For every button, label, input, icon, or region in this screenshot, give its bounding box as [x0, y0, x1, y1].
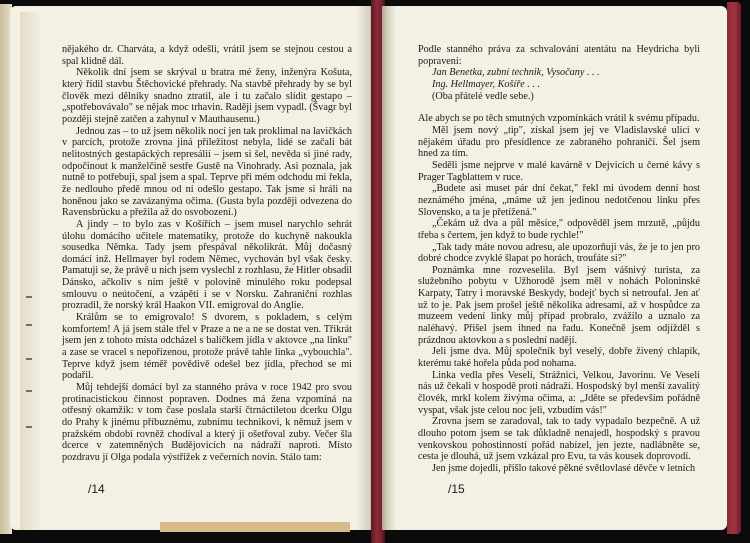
left-page-body: [62, 44, 352, 464]
left-page-number: /14: [88, 482, 105, 496]
left-page: [10, 6, 374, 530]
paragraph: Zrovna jsem se zaradoval, tak to tady vypadalo bezpečně. A už dlouho potom jsem se tak důkladně nenajedl, hospodský s pravou venkovskou pohostinností pořád nabízel, jen jezte, nadlábněte se, cesta je dlouhá, už jsem vzkázal pro Evu, ta vás kousek doprovodí.: [418, 416, 700, 463]
page-edge-shadow: [20, 12, 42, 530]
execution-intro: Podle stanného práva za schvalování atentátu na Heydricha byli popraveni:: [418, 44, 700, 67]
paragraph: „Čekám už dva a půl měsíce," odpověděl jsem mrzutě, „půjdu třeba s čertem, jen když to bude rychle!": [418, 218, 700, 241]
paragraph: Měl jsem nový „tip", získal jsem jej ve Vladislavské ulici v nějakém úřadu pro přesídlence ze zabraného pohraničí. Šel jsem hned za tím.: [418, 124, 700, 160]
right-cover-edge: [727, 2, 741, 534]
right-gutter-shadow: [382, 6, 396, 530]
right-page-body: [418, 44, 700, 475]
margin-mark: [26, 358, 32, 360]
right-page: [382, 6, 727, 530]
margin-mark: [26, 426, 32, 428]
paragraph: Jen jsme dojedli, přišlo takové pěkné světlovlasé děvče v letních: [432, 462, 696, 474]
margin-mark: [26, 296, 32, 298]
bookmark-strip: [160, 522, 350, 532]
paragraph: Králům se to emigrovalo! S dvorem, s pokladem, s celým komfortem! A já jsem stále třel v Praze a ne a ne se dostat ven. Třikrát jsem jen z tohoto místa odcházel s balíčkem jídla v aktovce „na linku" a zase se vracel s nepořízenou, protože právě tahle linka „vybouchla". Teprve když jsem téměř povědivě odešel bez jídla, přechod se mi podařil.: [62, 312, 352, 382]
paragraph: Seděli jsme nejprve v malé kavárně v Dejvicích u černé kávy s Prager Tagblattem v ruce.: [418, 159, 700, 183]
paragraph: Jednou zas – to už jsem několik nocí jen tak proklimal na lavičkách v parcích, protože zrovna jiná příležitost nebyla, lidé se začali bát nelitostných gestapáckých represálií – jsem si šel, nevěda si jiné rady, odpočinout k manželčině sestře Gustě na Vinohrady. Asi poznala, jak nutně to potřebuji, spal jsem a spal. Teprve při mém odchodu mi řekla, že nedlouho předě mnou od ní odešlo gestapo. Tak jsme si hráli na honěnou jako se zavázanýma očima. (Gusta byla později odvezena do Ravensbrücku a přežila až do osvobození.): [62, 125, 352, 219]
paragraph: Můj tehdejší domácí byl za stanného práva v roce 1942 pro svou protinacistickou činnost popraven. Dodnes má žena vzpomíná na otřesný okamžik: v tom čase poslala starší čtrnáctiletou dcerku Olgu do Prahy k jinému příbuznému, zubnímu technikovi, k němuž jsem v pražském období rovněž chodíval a který ji ošetřoval zuby. Večer šla dcerce v zatemněných Budějovicích na nádraží naproti. Místo pozdravu jí Olga podala výstřižek z večerních novin. Stálo tam:: [62, 382, 352, 463]
margin-mark: [26, 324, 32, 326]
paragraph: „Budete asi muset pár dní čekat," řekl mi úvodem denní host neznámého jména, „máme už jen jedinou nedotčenou linku přes Slovensko, a ta je přetížená.": [418, 183, 700, 218]
paragraph: nějakého dr. Charváta, a když odešli, vrátil jsem se stejnou cestou a spal klidně dál.: [62, 44, 352, 67]
paragraph: „Tak tady máte novou adresu, ale upozorňuji vás, že je to jen pro dobré chodce zvyklé šlapat po horách, troufáte si?": [418, 241, 700, 265]
executed-entry: Ing. Hellmayer, Košíře . . .: [432, 78, 541, 90]
paragraph: Ale abych se po těch smutných vzpomínkách vrátil k svému případu.: [418, 113, 700, 125]
paragraph: Poznámka mne rozveselila. Byl jsem vášnivý turista, za služebního pobytu v Užhorodě jsem měl v nohách Poloninské Karpaty, Tatry i moravské Beskydy, bodejť bych si netroufal. Jen ať už to je. Pak jsem prošel ještě několika adresami, až v hospůdce za muzeem vedení linky můj případ probralo, zvážilo a uznalo za naléhavý. Přišel jsem ihned na řadu. Konečně jsem odjížděl s prázdnou aktovkou a s poslední nadějí.: [418, 264, 700, 346]
executed-note: (Oba přátelé vedle sebe.): [432, 90, 534, 102]
paragraph: Několik dní jsem se skrýval u bratra mé ženy, inženýra Košuta, který řídil stavbu Štěchovické přehrady. Na stavbě přehrady by se byl člověk mezi dělníky snadno ztratil, ale i tu začalo slídit gestapo – „spotřebovávalo" se nějak moc trhavin. Raději jsem vypadl. (Švagr byl později stejně zatčen a zahynul v Mauthausenu.): [62, 67, 352, 125]
paragraph: A jindy – to bylo zas v Košířích – jsem musel narychlo sehrát úlohu domácího učitele matematiky, protože do kuchyně nakoukla sousedka Němka. Tady jsem přespával několikrát. Můj dočasný domácí inž. Hellmayer byl rodem Němec, vychován byl však česky. Pamatuji se, že právě u nich jsem vyslechl z rozhlasu, že Hitler obsadil Dánsko, ačkoliv s ním ještě v polovině minulého roku podepsal smlouvu o neútočení, a vzápětí i se v Norsku. Zahraniční rozhlas prozradil, že norský král Haakon VII. emigroval do Anglie.: [62, 218, 352, 312]
executed-entry: Jan Benetka, zubní technik, Vysočany . . .: [432, 67, 600, 79]
right-page-number: /15: [448, 482, 465, 496]
paragraph: Jeli jsme dva. Můj společník byl veselý, dobře živený chlapík, kterému také hořela půda pod nohama.: [418, 346, 700, 370]
margin-mark: [26, 390, 32, 392]
paragraph: Linka vedla přes Veselí, Strážnici, Velkou, Javorinu. Ve Veselí nás už čekali v hospodě proti nádraží. Hospodský byl menší zavalitý človék, mrkl kolem živýma očima, a: „Jděte se především pořádně vyspat, však jste celou noc jeli, vzbudím vás!": [418, 369, 700, 416]
